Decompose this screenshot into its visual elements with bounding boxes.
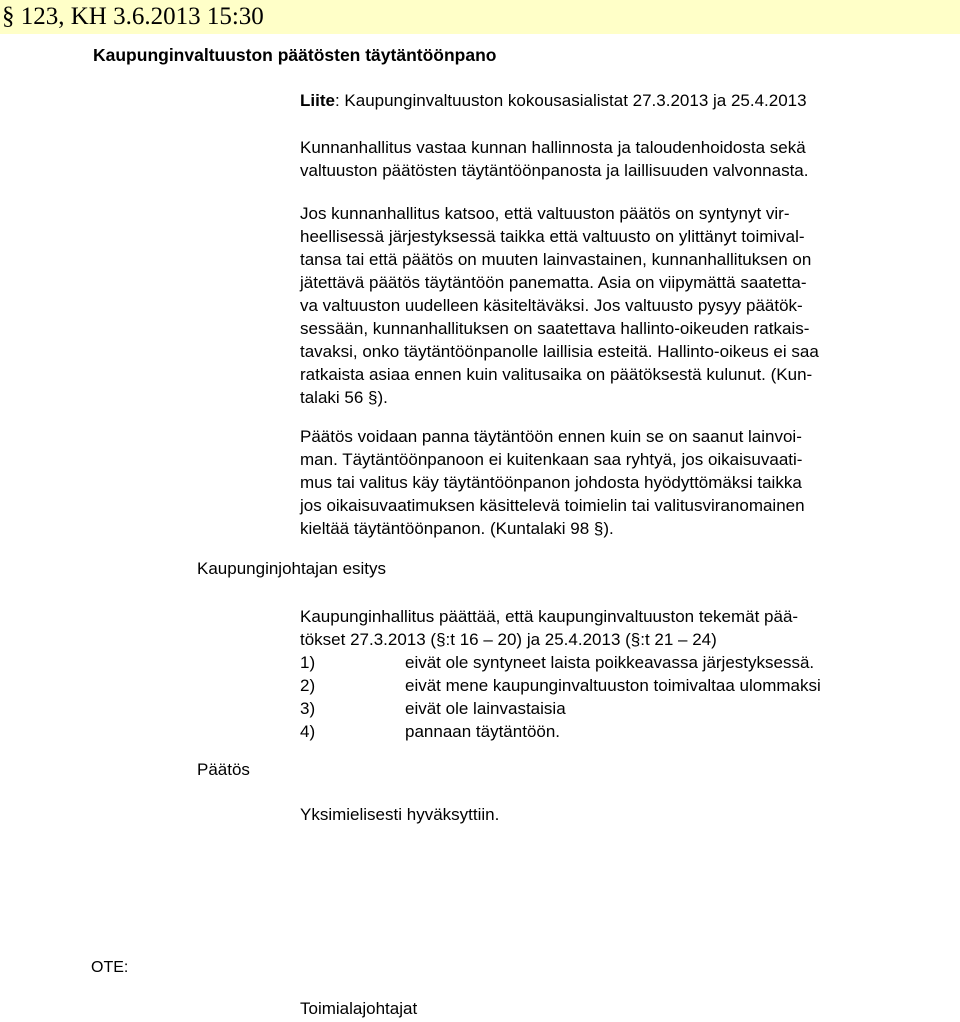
paragraph-line: jos oikaisuvaatimuksen käsittelevä toimielin tai valitusviranomainen xyxy=(300,496,805,515)
paragraph-3 xyxy=(300,425,805,540)
list-item-number: 1) xyxy=(300,653,316,672)
list-item-text: eivät ole lainvastaisia xyxy=(405,699,566,718)
section-header: § 123, KH 3.6.2013 15:30 xyxy=(2,3,264,30)
paragraph-line: tavaksi, onko täytäntöönpanolle laillisia esteitä. Hallinto-oikeus ei saa xyxy=(300,342,819,361)
list-item-number: 3) xyxy=(300,699,316,718)
paragraph-line: man. Täytäntöönpanoon ei kuitenkaan saa ryhtyä, jos oikaisuvaati- xyxy=(300,450,803,469)
attachment-label: Liite xyxy=(300,91,335,110)
list-item xyxy=(300,651,815,674)
decision-text: Yksimielisesti hyväksyttiin. xyxy=(300,805,500,824)
list-item xyxy=(300,697,798,720)
paragraph-line: valtuuston päätösten täytäntöönpanosta ja laillisuuden valvonnasta. xyxy=(300,161,809,180)
section-header-bar xyxy=(0,0,960,34)
list-item-text: eivät ole syntyneet laista poikkeavassa järjestyksessä. xyxy=(405,653,815,672)
paragraph-line: Jos kunnanhallitus katsoo, että valtuuston päätös on syntynyt vir- xyxy=(300,204,790,223)
paragraph-2 xyxy=(300,202,819,409)
paragraph-line: ratkaista asiaa ennen kuin valitusaika on päätöksestä kulunut. (Kun- xyxy=(300,365,813,384)
document-title: Kaupunginvaltuuston päätösten täytäntöönpano xyxy=(93,45,497,65)
list-item xyxy=(300,674,821,697)
proposal-label: Kaupunginjohtajan esitys xyxy=(197,559,387,578)
excerpt-recipient: Toimialajohtajat xyxy=(300,999,418,1018)
excerpt-label: OTE: xyxy=(91,959,129,976)
proposal-line: tökset 27.3.2013 (§:t 16 – 20) ja 25.4.2013 (§:t 21 – 24) xyxy=(300,630,717,649)
paragraph-line: sessään, kunnanhallituksen on saatettava hallinto-oikeuden ratkais- xyxy=(300,319,810,338)
list-item-text: eivät mene kaupunginvaltuuston toimivaltaa ulommaksi xyxy=(405,676,821,695)
paragraph-line: talaki 56 §). xyxy=(300,388,388,407)
attachment-line xyxy=(300,89,807,112)
paragraph-line: Kunnanhallitus vastaa kunnan hallinnosta ja taloudenhoidosta sekä xyxy=(300,138,806,157)
paragraph-line: jätettävä päätös täytäntöön panematta. Asia on viipymättä saatetta- xyxy=(300,273,807,292)
paragraph-line: mus tai valitus käy täytäntöönpanon johdosta hyödyttömäksi taikka xyxy=(300,473,802,492)
proposal-text xyxy=(300,605,821,743)
list-item-number: 4) xyxy=(300,722,316,741)
proposal-line: Kaupunginhallitus päättää, että kaupunginvaltuuston tekemät pää- xyxy=(300,607,799,626)
paragraph-1 xyxy=(300,136,808,182)
list-item-number: 2) xyxy=(300,676,316,695)
decision-label: Päätös xyxy=(197,760,250,779)
paragraph-line: heellisessä järjestyksessä taikka että valtuusto on ylittänyt toimival- xyxy=(300,227,805,246)
attachment-text: : Kaupunginvaltuuston kokousasialistat 27.3.2013 ja 25.4.2013 xyxy=(334,91,807,110)
list-item xyxy=(300,720,798,743)
paragraph-line: tansa tai että päätös on muuten lainvastainen, kunnanhallituksen on xyxy=(300,250,812,269)
list-item-text: pannaan täytäntöön. xyxy=(405,722,561,741)
paragraph-line: va valtuuston uudelleen käsiteltäväksi. Jos valtuusto pysyy päätök- xyxy=(300,296,803,315)
paragraph-line: kieltää täytäntöönpanon. (Kuntalaki 98 §). xyxy=(300,519,614,538)
paragraph-line: Päätös voidaan panna täytäntöön ennen kuin se on saanut lainvoi- xyxy=(300,427,802,446)
